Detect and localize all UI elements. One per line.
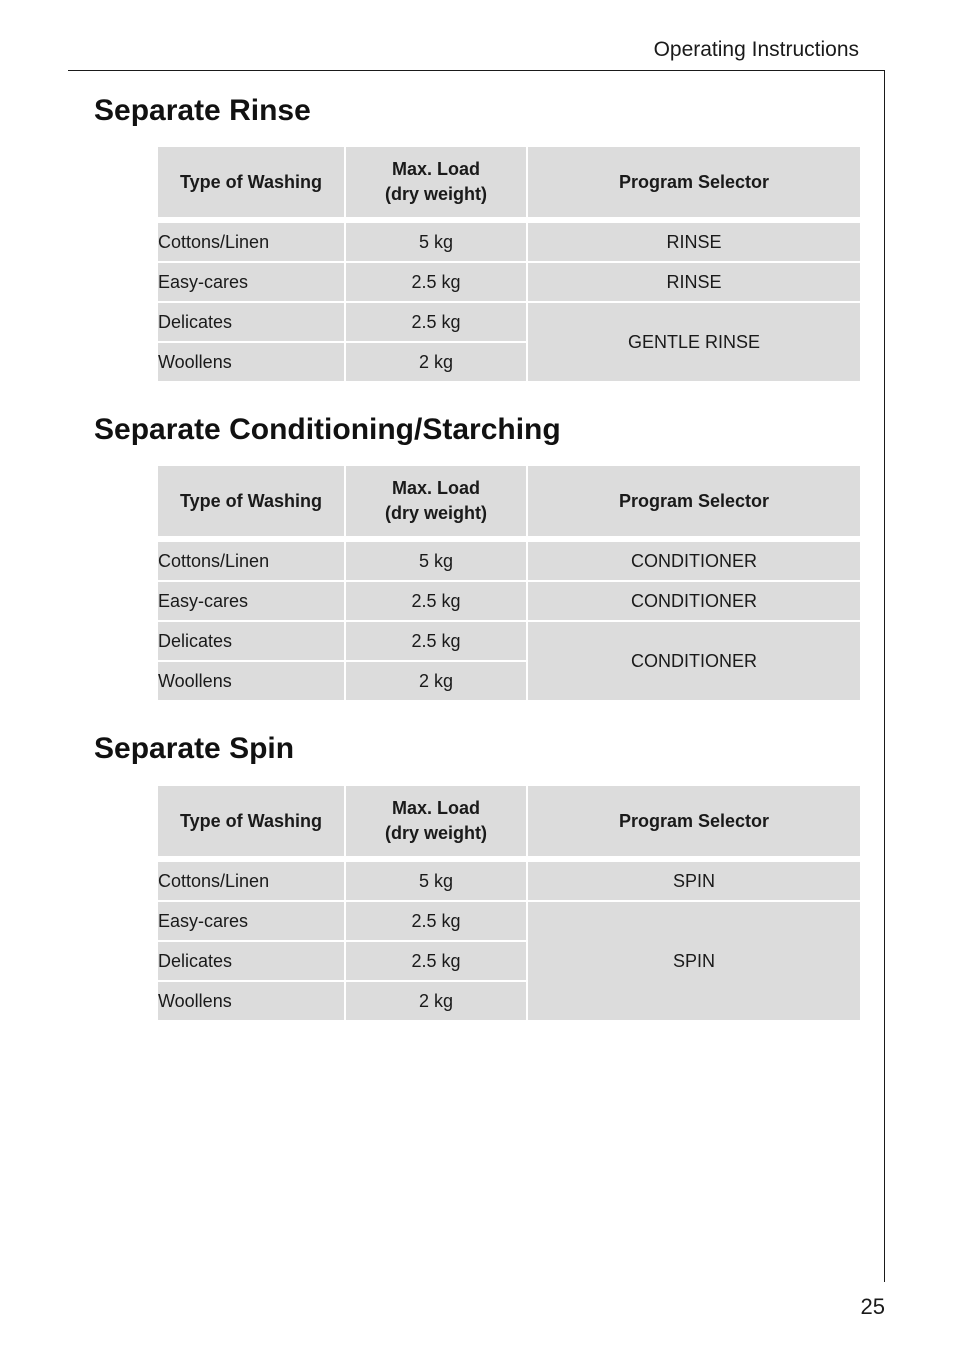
col-header-program: Program Selector <box>528 786 860 856</box>
cell-type: Easy-cares <box>158 263 344 301</box>
col-header-load: Max. Load (dry weight) <box>346 466 526 536</box>
section-title-rinse: Separate Rinse <box>94 94 311 127</box>
table-row <box>158 542 860 580</box>
cell-load: 2 kg <box>346 982 526 1020</box>
table-row <box>158 263 860 301</box>
cell-load: 5 kg <box>346 862 526 900</box>
table-row <box>158 223 860 261</box>
col-header-type: Type of Washing <box>158 786 344 856</box>
running-header: Operating Instructions <box>653 38 859 61</box>
cell-program: SPIN <box>528 862 860 900</box>
page-number: 25 <box>860 1294 885 1319</box>
col-header-type: Type of Washing <box>158 466 344 536</box>
conditioning-table <box>156 464 862 702</box>
cell-type: Cottons/Linen <box>158 862 344 900</box>
header-rule <box>68 70 885 71</box>
col-header-load: Max. Load (dry weight) <box>346 786 526 856</box>
cell-type: Cottons/Linen <box>158 542 344 580</box>
rinse-table <box>156 145 862 383</box>
cell-type: Delicates <box>158 942 344 980</box>
cell-program: CONDITIONER <box>528 542 860 580</box>
cell-type: Easy-cares <box>158 582 344 620</box>
cell-load: 5 kg <box>346 223 526 261</box>
table-row <box>158 862 860 900</box>
table-header-row <box>158 786 860 856</box>
cell-type: Delicates <box>158 622 344 660</box>
cell-program: CONDITIONER <box>528 622 860 700</box>
cell-load: 2.5 kg <box>346 582 526 620</box>
cell-load: 2.5 kg <box>346 942 526 980</box>
col-header-program: Program Selector <box>528 466 860 536</box>
col-header-type: Type of Washing <box>158 147 344 217</box>
cell-load: 2.5 kg <box>346 263 526 301</box>
table-row <box>158 902 860 940</box>
table-header-row <box>158 147 860 217</box>
table-header-row <box>158 466 860 536</box>
cell-type: Easy-cares <box>158 902 344 940</box>
spin-table <box>156 784 862 1022</box>
table-row <box>158 303 860 341</box>
table-row <box>158 582 860 620</box>
cell-program: RINSE <box>528 223 860 261</box>
cell-program: GENTLE RINSE <box>528 303 860 381</box>
margin-rule <box>884 70 885 1282</box>
col-header-load: Max. Load (dry weight) <box>346 147 526 217</box>
cell-type: Woollens <box>158 343 344 381</box>
section-title-conditioning: Separate Conditioning/Starching <box>94 413 561 446</box>
cell-load: 2.5 kg <box>346 622 526 660</box>
cell-program: RINSE <box>528 263 860 301</box>
cell-type: Woollens <box>158 982 344 1020</box>
table-row <box>158 622 860 660</box>
cell-type: Woollens <box>158 662 344 700</box>
col-header-program: Program Selector <box>528 147 860 217</box>
cell-program: SPIN <box>528 902 860 1020</box>
cell-load: 2 kg <box>346 343 526 381</box>
cell-load: 2.5 kg <box>346 303 526 341</box>
cell-type: Cottons/Linen <box>158 223 344 261</box>
cell-load: 2 kg <box>346 662 526 700</box>
cell-load: 5 kg <box>346 542 526 580</box>
section-title-spin: Separate Spin <box>94 732 295 765</box>
cell-load: 2.5 kg <box>346 902 526 940</box>
cell-type: Delicates <box>158 303 344 341</box>
cell-program: CONDITIONER <box>528 582 860 620</box>
